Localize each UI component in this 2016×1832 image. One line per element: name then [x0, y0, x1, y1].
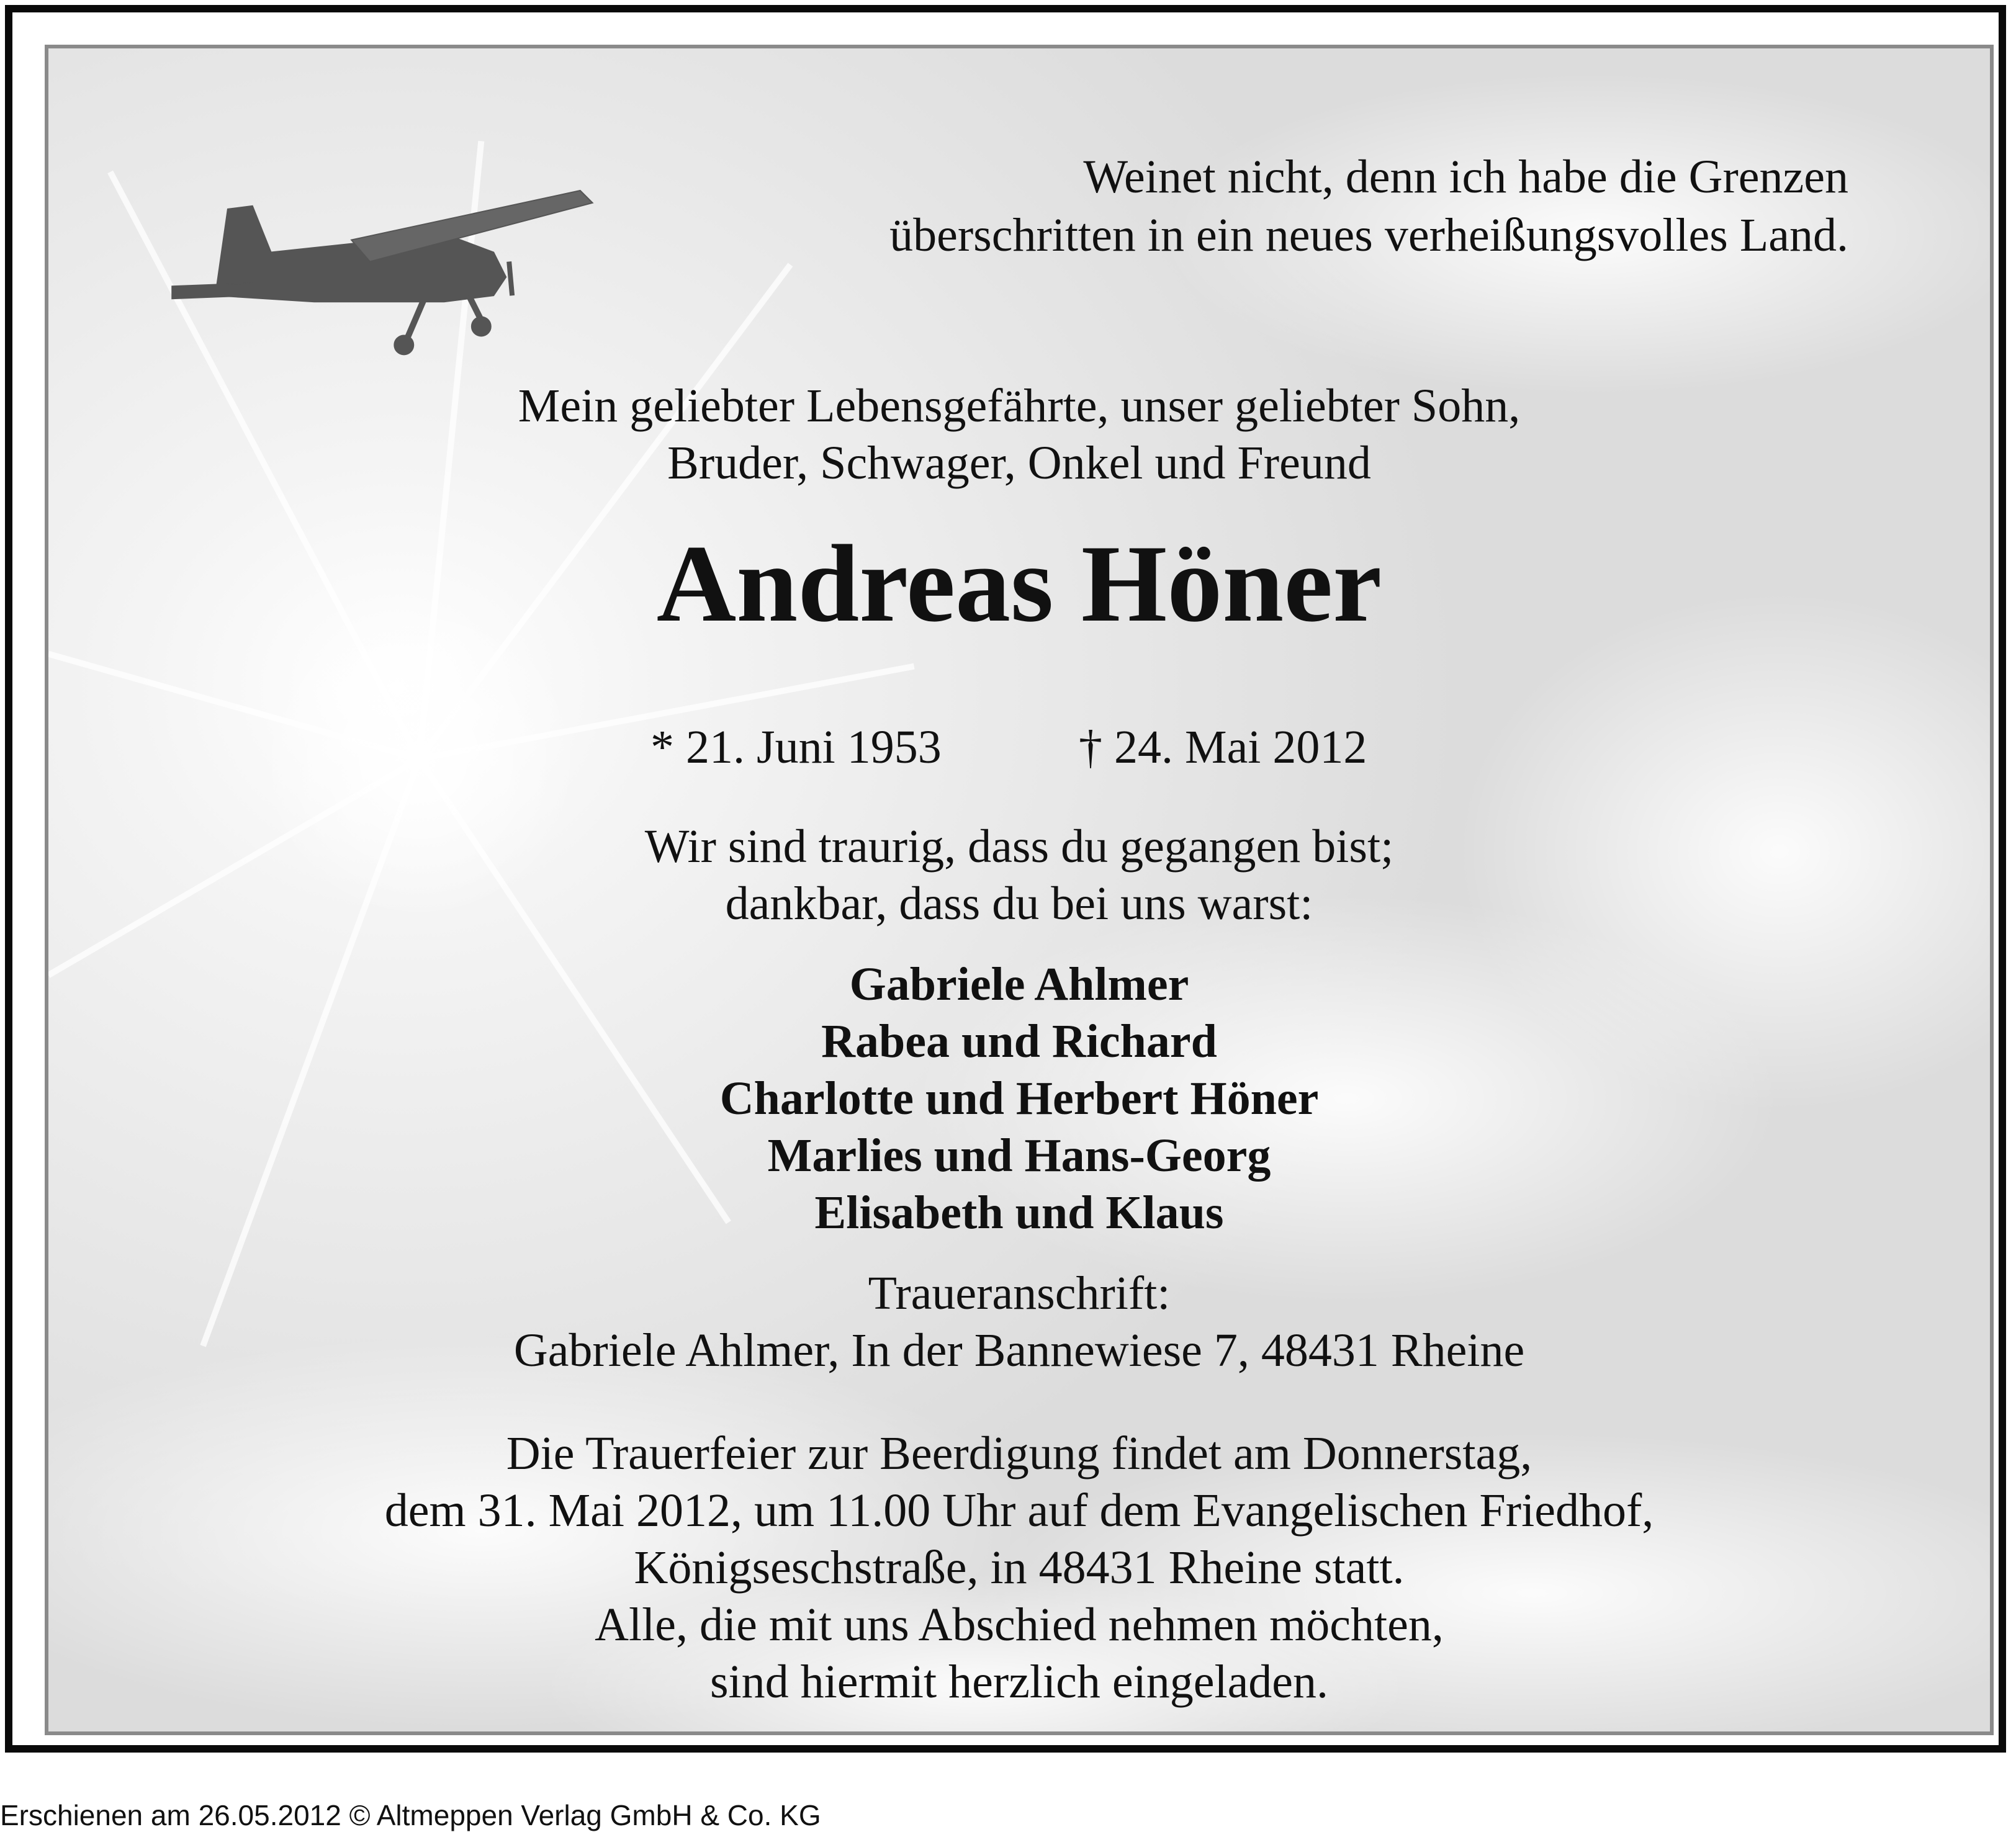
mourner-name: Rabea und Richard: [821, 1015, 1217, 1067]
address-label: Traueranschrift:: [868, 1267, 1171, 1319]
obituary-frame: [5, 5, 2006, 1753]
mourner-name: Elisabeth und Klaus: [814, 1187, 1224, 1239]
publication-note: Erschienen am 26.05.2012 © Altmeppen Verlag GmbH & Co. KG: [0, 1799, 821, 1831]
address-value: Gabriele Ahlmer, In der Bannewiese 7, 48431 Rheine: [513, 1324, 1525, 1376]
life-dates: [48, 719, 1990, 781]
mourner-name: Gabriele Ahlmer: [849, 958, 1189, 1010]
funeral-line: Königseschstraße, in 48431 Rheine statt.: [634, 1542, 1405, 1594]
mourner-name: Charlotte und Herbert Höner: [719, 1072, 1319, 1125]
intro-line: Mein geliebter Lebensgefährte, unser geliebter Sohn,: [518, 380, 1521, 432]
obituary-panel: [45, 45, 1994, 1735]
quote-line: Weinet nicht, denn ich habe die Grenzen: [1083, 151, 1848, 203]
funeral-line: dem 31. Mai 2012, um 11.00 Uhr auf dem Evangelischen Friedhof,: [384, 1484, 1654, 1537]
message-line: Wir sind traurig, dass du gegangen bist;: [644, 820, 1394, 873]
quote-line: überschritten in ein neues verheißungsvolles Land.: [889, 209, 1848, 261]
funeral-line: Die Trauerfeier zur Beerdigung findet am Donnerstag,: [506, 1427, 1532, 1480]
funeral-line: Alle, die mit uns Abschied nehmen möchten,: [595, 1599, 1444, 1651]
birth-date: * 21. Juni 1953: [650, 721, 942, 773]
intro-line: Bruder, Schwager, Onkel und Freund: [667, 437, 1371, 489]
mourner-name: Marlies und Hans-Georg: [767, 1129, 1271, 1182]
quote: [607, 148, 1848, 264]
death-date: † 24. Mai 2012: [1079, 721, 1367, 773]
message-line: dankbar, dass du bei uns warst:: [725, 878, 1313, 930]
deceased-name: Andreas Höner: [656, 522, 1382, 645]
funeral-line: sind hiermit herzlich eingeladen.: [709, 1656, 1329, 1708]
